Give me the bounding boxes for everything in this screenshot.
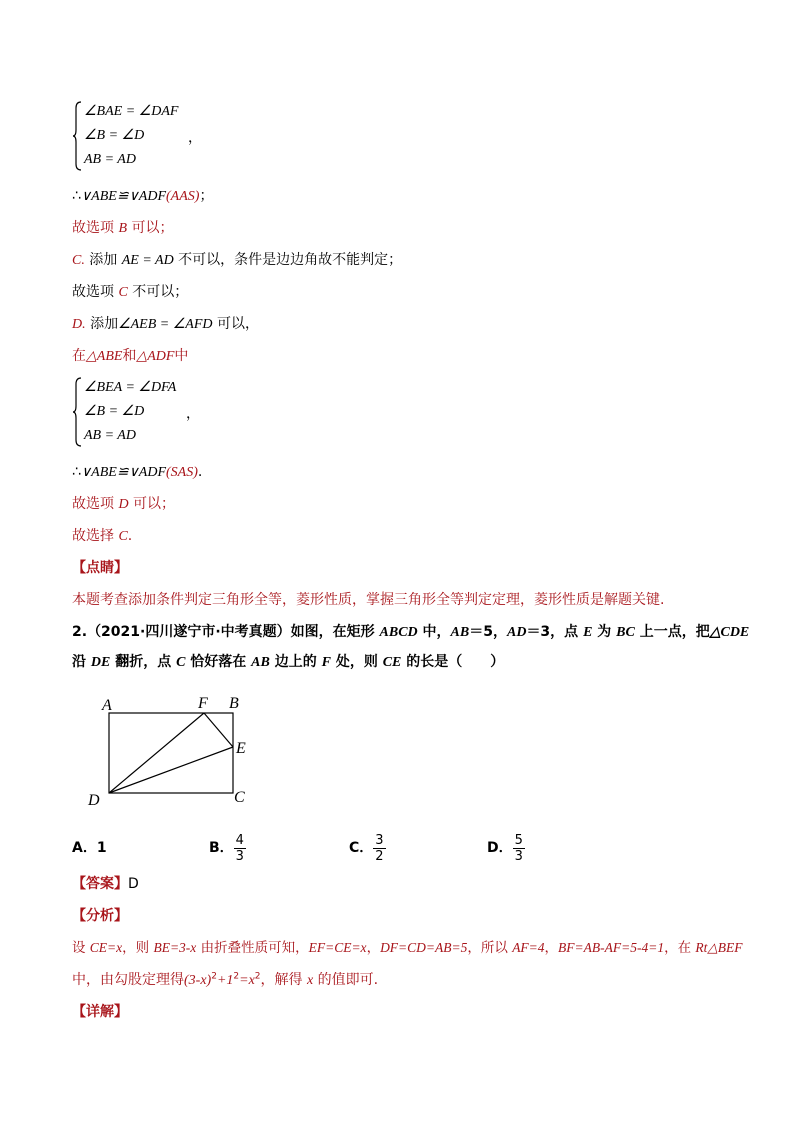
conclusion-aas xyxy=(72,186,213,207)
label-a: A xyxy=(102,697,112,714)
exponent: 2 xyxy=(211,971,217,982)
segment-de xyxy=(109,747,233,793)
text: 设 xyxy=(72,940,90,956)
detail-heading: 【详解】 xyxy=(72,1004,128,1020)
dianjing-body: 本题考查添加条件判定三角形全等，菱形性质，掌握三角形全等判定定理，菱形性质是解题关键. xyxy=(72,592,665,608)
math: F xyxy=(321,655,331,670)
math: ABCD xyxy=(379,625,418,640)
analysis-heading: 【分析】 xyxy=(72,908,128,924)
text: 由折叠性质可知， xyxy=(196,940,309,956)
text: 边上的 xyxy=(269,654,322,670)
answer-value: D xyxy=(128,876,139,892)
text: ， xyxy=(366,940,381,956)
math: AD xyxy=(506,625,527,640)
option-letter: D xyxy=(118,497,129,512)
math: △CDE xyxy=(709,625,750,640)
option-d[interactable] xyxy=(487,828,525,868)
math: E xyxy=(583,625,593,640)
math: BE=3-x xyxy=(153,940,197,955)
answer-heading: 【答案】 xyxy=(72,876,128,892)
question-number: 2. xyxy=(72,624,88,640)
fraction xyxy=(234,833,246,864)
text: 在 xyxy=(72,348,86,364)
option-c-not xyxy=(72,282,188,303)
text: ， xyxy=(544,940,559,956)
text: 故选项 xyxy=(72,220,119,236)
text: 的长是（ ） xyxy=(401,654,505,670)
text: 恰好落在 xyxy=(185,654,252,670)
in-triangles xyxy=(72,346,188,367)
sas-note: (SAS) xyxy=(166,465,198,480)
text: 故选项 xyxy=(72,284,119,300)
text: 中 xyxy=(174,348,189,364)
denominator: 2 xyxy=(375,848,384,864)
numerator: 3 xyxy=(375,832,384,848)
system2-row-1: ∠BEA = ∠DFA xyxy=(84,380,177,395)
text: 翻折，点 xyxy=(110,654,177,670)
label-b: B xyxy=(229,695,239,712)
text: 故选择 xyxy=(72,528,119,544)
math: (3-x) xyxy=(184,973,212,988)
text: 中，由勾股定理得 xyxy=(72,972,184,988)
congruence-statement: ∨ABE≌∨ADF xyxy=(80,189,167,204)
condition: ∠AEB = ∠AFD xyxy=(118,317,213,332)
equation-system-1 xyxy=(72,100,272,172)
text: 为 xyxy=(592,624,617,640)
text: 可以； xyxy=(128,496,176,512)
text: 处，则 xyxy=(330,654,383,670)
math: BC xyxy=(616,625,635,640)
math: C xyxy=(176,655,186,670)
math: x xyxy=(306,973,314,988)
math: AF=4 xyxy=(512,940,545,955)
math: AB xyxy=(251,655,270,670)
option-c[interactable] xyxy=(349,828,386,868)
text: 可以， xyxy=(212,316,259,332)
option-b-ok xyxy=(72,218,173,239)
system2-row-2: ∠B = ∠D xyxy=(84,404,145,419)
answer-line xyxy=(72,874,139,894)
option-letter: C. xyxy=(72,253,85,268)
text: 沿 xyxy=(72,654,91,670)
option-letter: C xyxy=(118,529,128,544)
system1-row-1: ∠BAE = ∠DAF xyxy=(84,104,179,119)
math: CE xyxy=(382,655,402,670)
question-2-line-2 xyxy=(72,652,504,673)
option-value: 1 xyxy=(96,840,107,856)
system2-comma: ， xyxy=(186,406,200,422)
text: 中， xyxy=(417,624,451,640)
segment-fe xyxy=(204,713,233,747)
math: EF=CE=x xyxy=(308,940,367,955)
text: 的值即可. xyxy=(313,972,379,988)
option-a[interactable] xyxy=(72,828,107,868)
text: ＝5， xyxy=(469,624,507,640)
option-label: D． xyxy=(487,840,513,856)
segment-df xyxy=(109,713,204,793)
numerator: 5 xyxy=(514,832,523,848)
math: CE=x xyxy=(89,940,123,955)
text: ＝3，点 xyxy=(526,624,584,640)
congruence-statement: ∨ABE≌∨ADF xyxy=(80,465,167,480)
system1-row-3: AB = AD xyxy=(84,152,136,167)
text: 不可以； xyxy=(127,284,189,300)
text: ，所以 xyxy=(467,940,513,956)
math: DE xyxy=(90,655,111,670)
therefore-symbol: ∴ xyxy=(72,464,81,480)
system1-row-2: ∠B = ∠D xyxy=(84,128,145,143)
denominator: 3 xyxy=(235,848,244,864)
option-letter: B xyxy=(118,221,128,236)
label-e: E xyxy=(236,740,246,757)
option-label: B． xyxy=(209,840,234,856)
label-f: F xyxy=(198,695,208,712)
option-c-analysis xyxy=(72,250,402,271)
math: +1 xyxy=(216,973,234,988)
text: 和 xyxy=(122,348,137,364)
option-letter: D. xyxy=(72,317,86,332)
text: . xyxy=(127,528,133,544)
option-d-analysis xyxy=(72,314,259,335)
aas-note: (AAS) xyxy=(166,189,200,204)
text: ，解得 xyxy=(260,972,307,988)
left-brace-icon xyxy=(72,376,82,448)
triangle-adf: △ADF xyxy=(136,349,175,364)
math: Rt△BEF xyxy=(695,940,743,955)
text: 添加 xyxy=(84,252,122,268)
punct: . xyxy=(197,464,203,480)
math: =x xyxy=(239,973,255,988)
equation-system-2 xyxy=(72,376,272,448)
text: ，则 xyxy=(122,940,154,956)
text: ，在 xyxy=(664,940,696,956)
question-source: （2021·四川遂宁市·中考真题） xyxy=(87,624,291,640)
text: 不可以，条件是边边角故不能判定； xyxy=(173,252,403,268)
analysis-line-1 xyxy=(72,938,743,958)
therefore-symbol: ∴ xyxy=(72,188,81,204)
label-c: C xyxy=(234,789,245,806)
text: 故选项 xyxy=(72,496,119,512)
text: 添加 xyxy=(85,316,119,332)
math: BF=AB-AF=5-4=1 xyxy=(558,940,665,955)
final-choice xyxy=(72,526,132,547)
question-2-line-1 xyxy=(72,622,749,643)
analysis-line-2 xyxy=(72,970,378,991)
math: DF=CD=AB=5 xyxy=(380,940,468,955)
text: 上一点，把 xyxy=(634,624,710,640)
system1-comma: ， xyxy=(188,130,202,146)
text: 如图，在矩形 xyxy=(290,624,380,640)
denominator: 3 xyxy=(514,848,523,864)
option-letter: C xyxy=(118,285,128,300)
condition: AE = AD xyxy=(121,253,174,268)
fraction xyxy=(513,833,525,864)
dianjing-heading: 【点睛】 xyxy=(72,560,128,576)
numerator: 4 xyxy=(235,832,244,848)
exponent: 2 xyxy=(254,971,261,982)
conclusion-sas xyxy=(72,462,202,483)
punct: ； xyxy=(199,188,214,204)
math: AB xyxy=(450,625,470,640)
text: 可以； xyxy=(127,220,174,236)
system2-row-3: AB = AD xyxy=(84,428,136,443)
option-d-ok xyxy=(72,494,175,515)
exponent: 2 xyxy=(233,971,240,982)
triangle-abe: △ABE xyxy=(86,349,123,364)
left-brace-icon xyxy=(72,100,82,172)
geometry-figure xyxy=(80,690,280,810)
option-label: A． xyxy=(72,840,97,856)
label-d: D xyxy=(88,792,100,809)
option-b[interactable] xyxy=(209,828,246,868)
fraction xyxy=(373,833,385,864)
option-label: C． xyxy=(349,840,374,856)
